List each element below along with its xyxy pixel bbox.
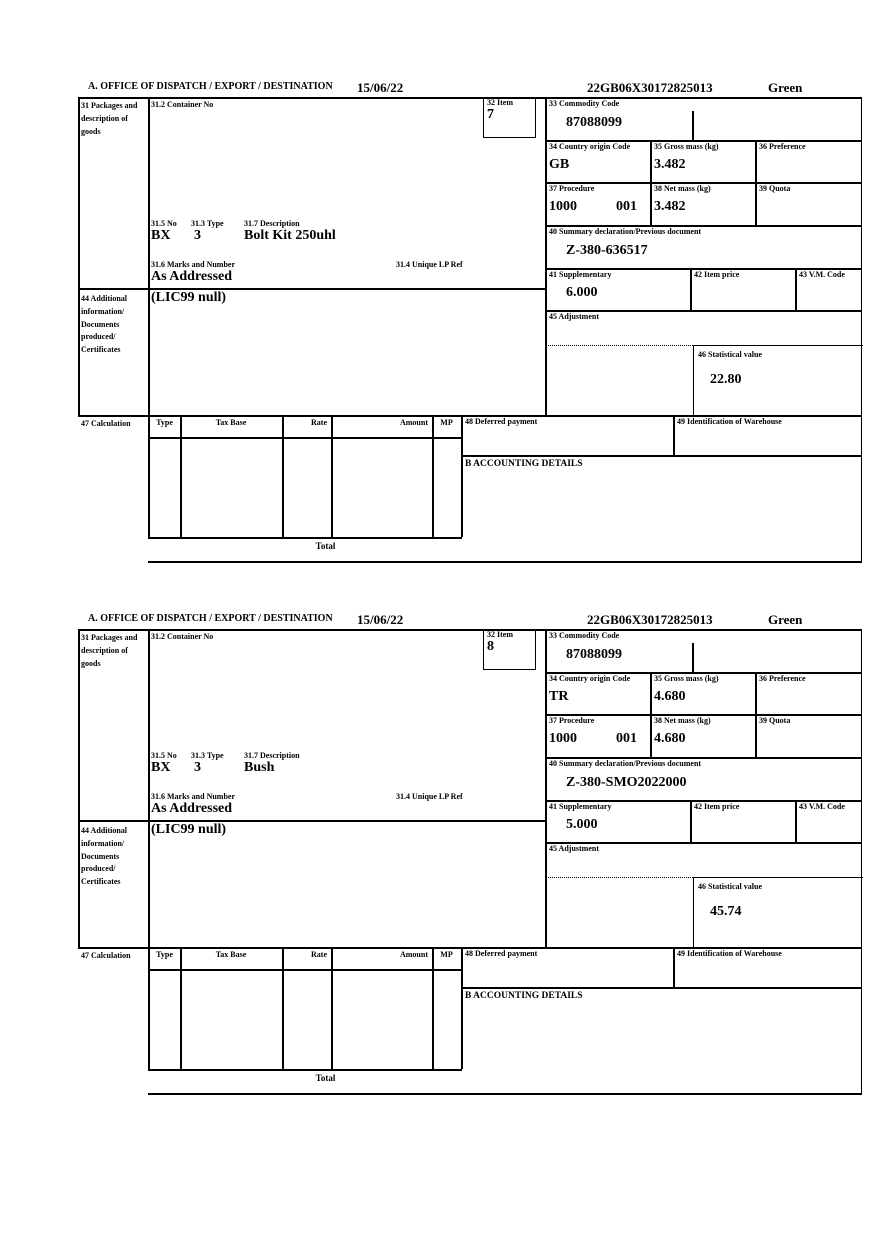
field-39-quota-label: 39 Quota	[759, 716, 791, 725]
field-31-4-unique-lp-ref-label: 31.4 Unique LP Ref	[396, 260, 463, 269]
divider	[78, 97, 862, 99]
field-42-item-price-label: 42 Item price	[694, 802, 740, 811]
divider	[78, 629, 80, 947]
field-46-statistical-value-box	[693, 345, 863, 416]
field-40-summary-declaration-label: 40 Summary declaration/Previous document	[549, 759, 702, 768]
divider	[148, 437, 462, 439]
field-49-warehouse-label: 49 Identification of Warehouse	[677, 417, 782, 426]
divider	[432, 947, 434, 1069]
divider	[282, 415, 284, 537]
divider	[673, 947, 675, 987]
divider	[78, 288, 546, 290]
item-number-value: 8	[487, 639, 494, 654]
divider	[78, 820, 546, 822]
procedure-value-2: 001	[616, 731, 637, 746]
commodity-code-separator	[692, 111, 694, 140]
field-39-quota-label: 39 Quota	[759, 184, 791, 193]
divider	[795, 268, 797, 310]
divider	[461, 947, 463, 1069]
field-31-6-marks-label: 31.6 Marks and Number	[151, 260, 236, 269]
divider	[331, 947, 333, 1069]
declaration-item-8-section	[78, 612, 863, 1095]
field-31-4-unique-lp-ref-label: 31.4 Unique LP Ref	[396, 792, 463, 801]
field-48-deferred-payment-label: 48 Deferred payment	[465, 417, 538, 426]
field-49-warehouse-label: 49 Identification of Warehouse	[677, 949, 782, 958]
field-37-procedure-label: 37 Procedure	[549, 184, 595, 193]
divider	[78, 97, 80, 415]
dispatch-date: 15/06/22	[357, 80, 404, 95]
section-header	[78, 80, 863, 97]
field-48-deferred-payment-label: 48 Deferred payment	[465, 949, 538, 958]
gross-mass-value: 3.482	[654, 157, 686, 172]
calc-column-type: Type	[156, 418, 173, 427]
adjustment-dotted-box	[545, 345, 693, 416]
divider	[461, 987, 862, 989]
divider	[331, 415, 333, 537]
field-38-net-mass-label: 38 Net mass (kg)	[654, 716, 711, 725]
field-32-item-label: 32 Item	[487, 630, 513, 639]
section-header	[78, 612, 863, 629]
divider	[795, 800, 797, 842]
declaration-item-box	[78, 97, 862, 563]
field-31-5-no-label: 31.5 No	[151, 751, 177, 760]
divider	[861, 97, 863, 562]
declaration-item-box	[78, 629, 862, 1095]
field-32-item-box	[483, 97, 536, 138]
field-31-5-no-label: 31.5 No	[151, 219, 177, 228]
field-31-packages-label: 31 Packages and description of goods	[81, 101, 138, 136]
country-origin-value: TR	[549, 689, 569, 704]
field-36-preference-label: 36 Preference	[759, 142, 806, 151]
procedure-value-2: 001	[616, 199, 637, 214]
divider	[78, 629, 862, 631]
calc-column-rate: Rate	[311, 950, 327, 959]
office-of-dispatch-title: A. OFFICE OF DISPATCH / EXPORT / DESTINATION	[88, 81, 333, 92]
calc-column-amount: Amount	[399, 418, 428, 427]
divider	[861, 629, 863, 1094]
field-43-vm-code-label: 43 V.M. Code	[799, 270, 845, 279]
country-origin-value: GB	[549, 157, 570, 172]
office-of-dispatch-title: A. OFFICE OF DISPATCH / EXPORT / DESTINATION	[88, 613, 333, 624]
summary-declaration-value: Z-380-SMO2022000	[566, 775, 687, 790]
total-label: Total	[315, 1073, 336, 1083]
procedure-value-1: 1000	[549, 199, 577, 214]
calc-column-type: Type	[156, 950, 173, 959]
field-43-vm-code-label: 43 V.M. Code	[799, 802, 845, 811]
calc-column-rate: Rate	[311, 418, 327, 427]
movement-reference-number: 22GB06X30172825013	[587, 80, 713, 95]
routing-status: Green	[768, 80, 803, 95]
field-32-item-box	[483, 629, 536, 670]
accounting-details-label: B ACCOUNTING DETAILS	[465, 459, 583, 469]
calc-column-amount: Amount	[399, 950, 428, 959]
routing-status: Green	[768, 612, 803, 627]
field-46-statistical-value-label: 46 Statistical value	[698, 882, 762, 891]
divider	[180, 947, 182, 1069]
adjustment-dotted-box	[545, 877, 693, 948]
field-31-2-container-no-label: 31.2 Container No	[151, 100, 214, 109]
declaration-item-7-section	[78, 80, 863, 563]
divider	[690, 268, 692, 310]
field-37-procedure-label: 37 Procedure	[549, 716, 595, 725]
field-35-gross-mass-label: 35 Gross mass (kg)	[654, 674, 719, 683]
statistical-value: 22.80	[710, 372, 742, 387]
divider	[148, 97, 150, 415]
package-no-value: BX	[151, 760, 171, 775]
divider	[148, 1069, 462, 1071]
divider	[148, 561, 862, 563]
additional-information-value: (LIC99 null)	[151, 822, 227, 837]
divider	[673, 415, 675, 455]
divider	[148, 629, 150, 947]
field-41-supplementary-label: 41 Supplementary	[549, 802, 612, 811]
dispatch-date: 15/06/22	[357, 612, 404, 627]
field-31-3-type-label: 31.3 Type	[191, 219, 224, 228]
statistical-value: 45.74	[710, 904, 742, 919]
divider	[148, 415, 150, 537]
net-mass-value: 4.680	[654, 731, 686, 746]
field-46-statistical-value-box	[693, 877, 863, 948]
divider	[461, 455, 862, 457]
marks-and-number-value: As Addressed	[151, 269, 233, 284]
field-38-net-mass-label: 38 Net mass (kg)	[654, 184, 711, 193]
field-40-summary-declaration-label: 40 Summary declaration/Previous document	[549, 227, 702, 236]
field-32-item-label: 32 Item	[487, 98, 513, 107]
field-35-gross-mass-label: 35 Gross mass (kg)	[654, 142, 719, 151]
commodity-code-value: 87088099	[566, 647, 622, 662]
field-34-country-origin-label: 34 Country origin Code	[549, 674, 631, 683]
goods-description-value: Bush	[244, 760, 275, 775]
supplementary-value: 5.000	[566, 817, 598, 832]
field-42-item-price-label: 42 Item price	[694, 270, 740, 279]
additional-information-value: (LIC99 null)	[151, 290, 227, 305]
calc-column-mp: MP	[440, 950, 453, 959]
commodity-code-separator	[692, 643, 694, 672]
field-44-additional-info-label: 44 Additional information/ Documents produced/ Certificates	[81, 294, 128, 355]
field-33-commodity-code-label: 33 Commodity Code	[549, 631, 620, 640]
field-45-adjustment-label: 45 Adjustment	[549, 844, 600, 853]
calc-column-mp: MP	[440, 418, 453, 427]
divider	[432, 415, 434, 537]
divider	[282, 947, 284, 1069]
supplementary-value: 6.000	[566, 285, 598, 300]
summary-declaration-value: Z-380-636517	[566, 243, 648, 258]
package-type-value: 3	[194, 760, 201, 775]
package-no-value: BX	[151, 228, 171, 243]
field-47-calculation-label: 47 Calculation	[81, 419, 131, 428]
divider	[690, 800, 692, 842]
marks-and-number-value: As Addressed	[151, 801, 233, 816]
package-type-value: 3	[194, 228, 201, 243]
gross-mass-value: 4.680	[654, 689, 686, 704]
field-31-7-description-label: 31.7 Description	[244, 219, 300, 228]
calc-column-tax-base: Tax Base	[215, 418, 247, 427]
field-31-6-marks-label: 31.6 Marks and Number	[151, 792, 236, 801]
procedure-value-1: 1000	[549, 731, 577, 746]
calc-column-tax-base: Tax Base	[215, 950, 247, 959]
divider	[148, 947, 150, 1069]
field-46-statistical-value-label: 46 Statistical value	[698, 350, 762, 359]
divider	[148, 537, 462, 539]
movement-reference-number: 22GB06X30172825013	[587, 612, 713, 627]
divider	[148, 969, 462, 971]
field-34-country-origin-label: 34 Country origin Code	[549, 142, 631, 151]
divider	[148, 1093, 862, 1095]
divider	[461, 415, 463, 537]
field-45-adjustment-label: 45 Adjustment	[549, 312, 600, 321]
total-label: Total	[315, 541, 336, 551]
field-36-preference-label: 36 Preference	[759, 674, 806, 683]
item-number-value: 7	[487, 107, 494, 122]
accounting-details-label: B ACCOUNTING DETAILS	[465, 991, 583, 1001]
field-31-2-container-no-label: 31.2 Container No	[151, 632, 214, 641]
field-31-3-type-label: 31.3 Type	[191, 751, 224, 760]
net-mass-value: 3.482	[654, 199, 686, 214]
field-47-calculation-label: 47 Calculation	[81, 951, 131, 960]
divider	[180, 415, 182, 537]
field-44-additional-info-label: 44 Additional information/ Documents produced/ Certificates	[81, 826, 128, 887]
commodity-code-value: 87088099	[566, 115, 622, 130]
field-33-commodity-code-label: 33 Commodity Code	[549, 99, 620, 108]
field-41-supplementary-label: 41 Supplementary	[549, 270, 612, 279]
field-31-packages-label: 31 Packages and description of goods	[81, 633, 138, 668]
field-31-7-description-label: 31.7 Description	[244, 751, 300, 760]
goods-description-value: Bolt Kit 250uhl	[244, 228, 336, 243]
